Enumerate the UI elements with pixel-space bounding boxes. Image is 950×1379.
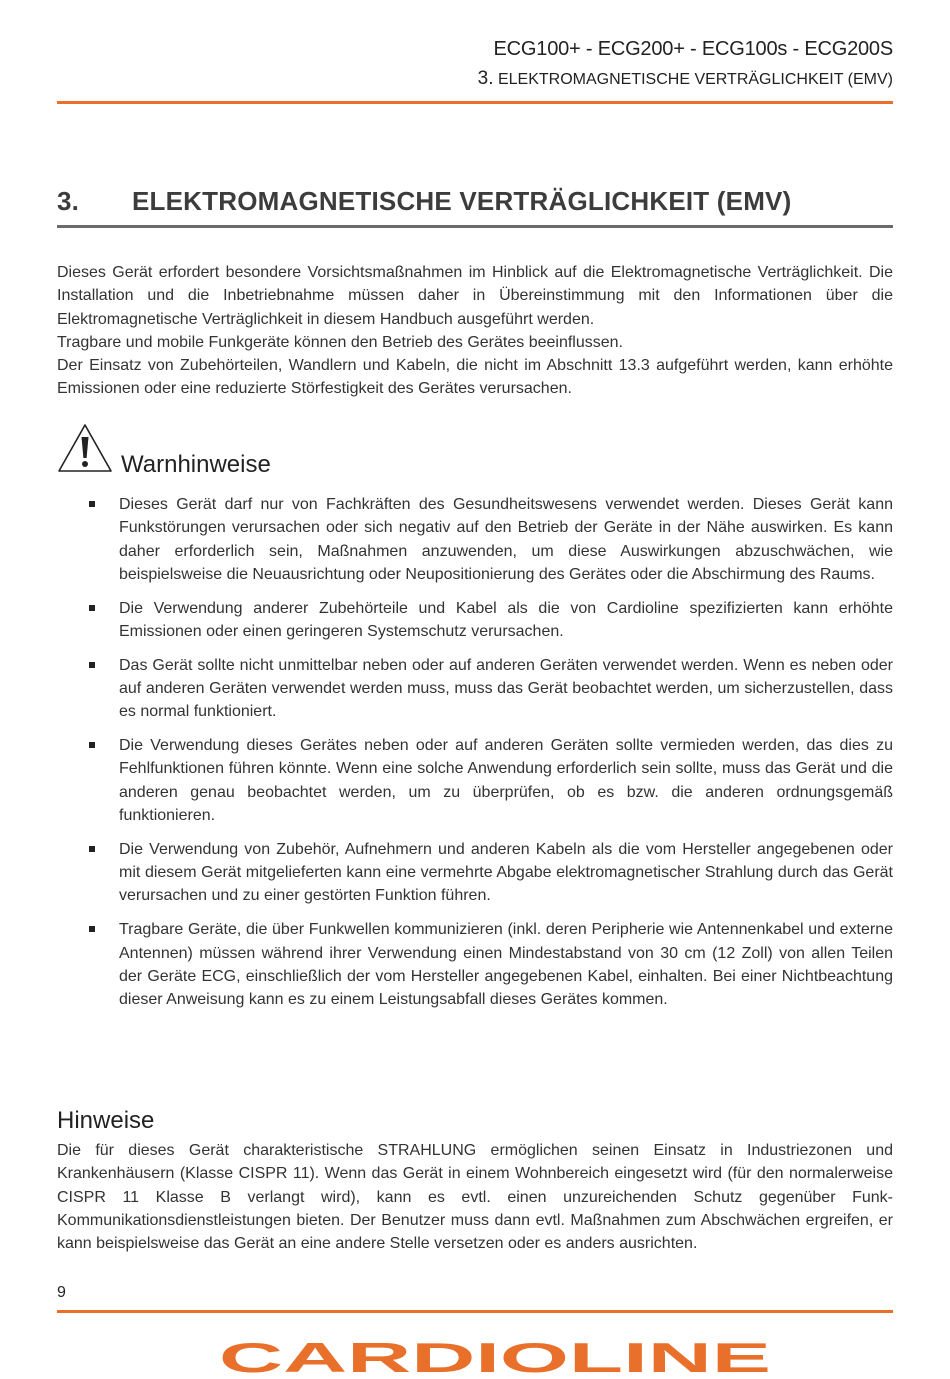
notes-title: Hinweise xyxy=(57,1107,155,1134)
notes-text: Die für dieses Gerät charakteristische STRAHLUNG ermöglichen seinen Einsatz in Industriezonen und Krankenhäusern (Klasse CISPR 11). Wenn das Gerät in einem Wohnbereich eingesetzt wird (für den normalerweise CISPR 11 Klasse B verlangt wird), kann es evtl. einen unzureichenden Schutz gegenüber Funk-Kommunikationsdienstleistungen bieten. Der Benutzer muss dann evtl. Maßnahmen zum Abschwächen ergreifen, er kann beispielsweise das Gerät an eine andere Stelle versetzen oder es anders ausrichten. xyxy=(57,1142,893,1253)
header-model-line: ECG100+ - ECG200+ - ECG100s - ECG200S xyxy=(493,38,893,60)
section-number: 3. xyxy=(57,186,80,216)
bullet-icon xyxy=(89,742,95,748)
section-divider xyxy=(57,225,893,228)
section-heading xyxy=(57,186,791,217)
intro-paragraph: Dieses Gerät erfordert besondere Vorsichtsmaßnahmen im Hinblick auf die Elektromagnetische Verträglichkeit. Die Installation und die Inbetriebnahme müssen daher in Übereinstimmung mit den Informationen über die Elektromagnetische Verträglichkeit in diesem Handbuch ausgeführt werden. xyxy=(57,264,893,328)
header-chapter-number: 3. xyxy=(477,68,494,89)
bullet-icon xyxy=(89,662,95,668)
warning-text: Die Verwendung anderer Zubehörteile und Kabel als die von Cardioline spezifizierten kann erhöhte Emissionen oder einen geringeren Systemschutz verursachen. xyxy=(119,599,893,640)
intro-paragraphs xyxy=(57,261,893,401)
warnings-title: Warnhinweise xyxy=(121,451,271,478)
list-item xyxy=(57,493,893,586)
warning-text: Die Verwendung von Zubehör, Aufnehmern und anderen Kabeln als die vom Hersteller angegebenen oder mit diesem Gerät mitgelieferten kann eine vermehrte Abgabe elektromagnetischer Strahlung durch das Gerät verursachen und zu einer gestörten Funktion führen. xyxy=(119,840,893,905)
header-chapter-title: ELEKTROMAGNETISCHE VERTRÄGLICHKEIT (EMV) xyxy=(497,71,893,88)
header-chapter-line xyxy=(478,68,893,90)
bullet-icon xyxy=(89,605,95,611)
cardioline-logo xyxy=(217,1338,773,1376)
logo-text: CARDIOLINE xyxy=(219,1338,771,1376)
section-title: ELEKTROMAGNETISCHE VERTRÄGLICHKEIT (EMV) xyxy=(132,186,792,216)
bullet-icon xyxy=(89,846,95,852)
footer-divider xyxy=(57,1310,893,1313)
warning-text: Die Verwendung dieses Gerätes neben oder auf anderen Geräten sollte vermieden werden, das dies zu Fehlfunktionen führen könnte. Wenn eine solche Anwendung erforderlich sein sollte, muss das Gerät und die anderen genau beobachtet werden, um zu überprüfen, ob es bzw. die anderen ordnungsgemäß funktionieren. xyxy=(119,737,893,825)
intro-paragraph: Tragbare und mobile Funkgeräte können den Betrieb des Gerätes beeinflussen. xyxy=(57,333,623,351)
warnings-list xyxy=(57,493,893,1022)
warning-text: Dieses Gerät darf nur von Fachkräften des Gesundheitswesens verwendet werden. Dieses Gerät kann Funkstörungen verursachen oder sich negativ auf den Betrieb der Geräte in der Nähe auswirken. Es kann daher erforderlich sein, Maßnahmen anzuwenden, um diese Auswirkungen abzuschwächen, wie beispielsweise die Neuausrichtung oder Neupositionierung des Gerätes oder die Abschirmung des Raums. xyxy=(119,496,893,583)
warning-triangle-icon xyxy=(57,422,113,474)
bullet-icon xyxy=(89,501,95,507)
warning-text: Tragbare Geräte, die über Funkwellen kommunizieren (inkl. deren Peripherie wie Antennenkabel und externe Antennen) müssen während ihrer Verwendung einen Mindestabstand von 30 cm (12 Zoll) von allen Teilen der Geräte ECG, einschließlich der vom Hersteller angegebenen Kabel, einhalten. Bei einer Nichtbeachtung dieser Anweisung kann es zu einem Leistungsabfall dieses Gerätes kommen. xyxy=(119,921,893,1009)
list-item xyxy=(57,838,893,908)
list-item xyxy=(57,734,893,827)
page-number: 9 xyxy=(57,1284,66,1301)
bullet-icon xyxy=(89,926,95,932)
intro-paragraph: Der Einsatz von Zubehörteilen, Wandlern und Kabeln, die nicht im Abschnitt 13.3 aufgeführt werden, kann erhöhte Emissionen oder eine reduzierte Störfestigkeit des Gerätes verursachen. xyxy=(57,357,893,398)
list-item xyxy=(57,918,893,1011)
list-item xyxy=(57,597,893,644)
list-item xyxy=(57,654,893,724)
header-divider xyxy=(57,101,893,104)
warning-text: Das Gerät sollte nicht unmittelbar neben oder auf anderen Geräten verwendet werden. Wenn es neben oder auf anderen Geräten verwendet werden muss, muss das Gerät beobachtet werden, um sicherzustellen, dass es normal funktioniert. xyxy=(119,656,893,721)
